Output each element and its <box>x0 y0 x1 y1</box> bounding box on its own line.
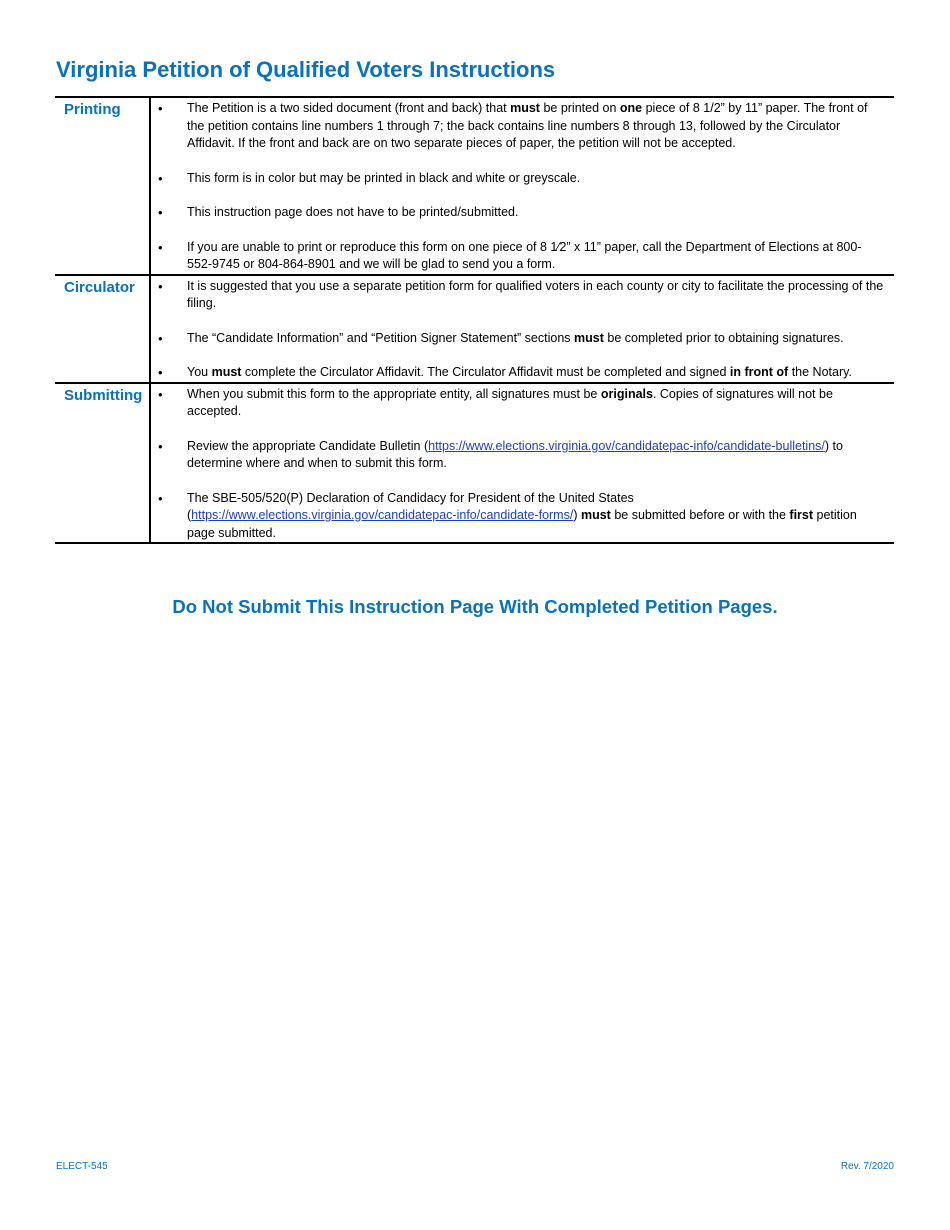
list-item: • The Petition is a two sided document (front and back) that must be printed on one piece of 8 1/2” by 11” paper. The front of the petition contains line numbers 1 through 7; the back contains line numbers 8 through 13, followed by the Circulator Affidavit. If the front and back are on two separate pieces of paper, the petition will not be accepted. <box>151 100 894 153</box>
candidate-forms-link[interactable]: https://www.elections.virginia.gov/candidatepac-info/candidate-forms/ <box>191 508 574 522</box>
circulator-list <box>151 276 894 382</box>
list-item: • The “Candidate Information” and “Petition Signer Statement” sections must be completed prior to obtaining signatures. <box>151 330 894 348</box>
list-item: • Review the appropriate Candidate Bulletin (https://www.elections.virginia.gov/candidatepac-info/candidate-bulletins/) to determine where and when to submit this form. <box>151 438 894 473</box>
section-body-circulator <box>150 275 894 383</box>
form-id: ELECT-545 <box>56 1161 108 1172</box>
page-title: Virginia Petition of Qualified Voters Instructions <box>56 57 556 82</box>
instructions-table <box>55 96 894 544</box>
list-item: • It is suggested that you use a separate petition form for qualified voters in each county or city to facilitate the processing of the filing. <box>151 278 894 313</box>
section-printing <box>55 97 894 275</box>
do-not-submit-notice: Do Not Submit This Instruction Page With Completed Petition Pages. <box>172 596 778 617</box>
list-item: • When you submit this form to the appropriate entity, all signatures must be originals. Copies of signatures will not be accepted. <box>151 386 894 421</box>
printing-list <box>151 98 894 274</box>
list-item: • If you are unable to print or reproduce this form on one piece of 8 1⁄2” x 11” paper, call the Department of Elections at 800-552-9745 or 804-864-8901 and we will be glad to send you a form. <box>151 239 894 274</box>
list-item: • This instruction page does not have to be printed/submitted. <box>151 204 894 222</box>
list-item: • You must complete the Circulator Affidavit. The Circulator Affidavit must be completed and signed in front of the Notary. <box>151 364 894 382</box>
section-circulator <box>55 275 894 383</box>
section-label-circulator: Circulator <box>55 275 150 383</box>
section-label-printing: Printing <box>55 97 150 275</box>
section-submitting <box>55 383 894 544</box>
list-item: • The SBE-505/520(P) Declaration of Candidacy for President of the United States (https://www.elections.virginia.gov/candidatepac-info/candidate-forms/) must be submitted before or with the first petition page submitted. <box>151 490 894 543</box>
revision-date: Rev. 7/2020 <box>840 1161 894 1172</box>
submitting-list <box>151 384 894 543</box>
section-body-printing <box>150 97 894 275</box>
candidate-bulletins-link[interactable]: https://www.elections.virginia.gov/candidatepac-info/candidate-bulletins/ <box>428 438 825 453</box>
list-item: • This form is in color but may be printed in black and white or greyscale. <box>151 170 894 188</box>
section-label-submitting: Submitting <box>55 383 150 544</box>
section-body-submitting <box>150 383 894 544</box>
